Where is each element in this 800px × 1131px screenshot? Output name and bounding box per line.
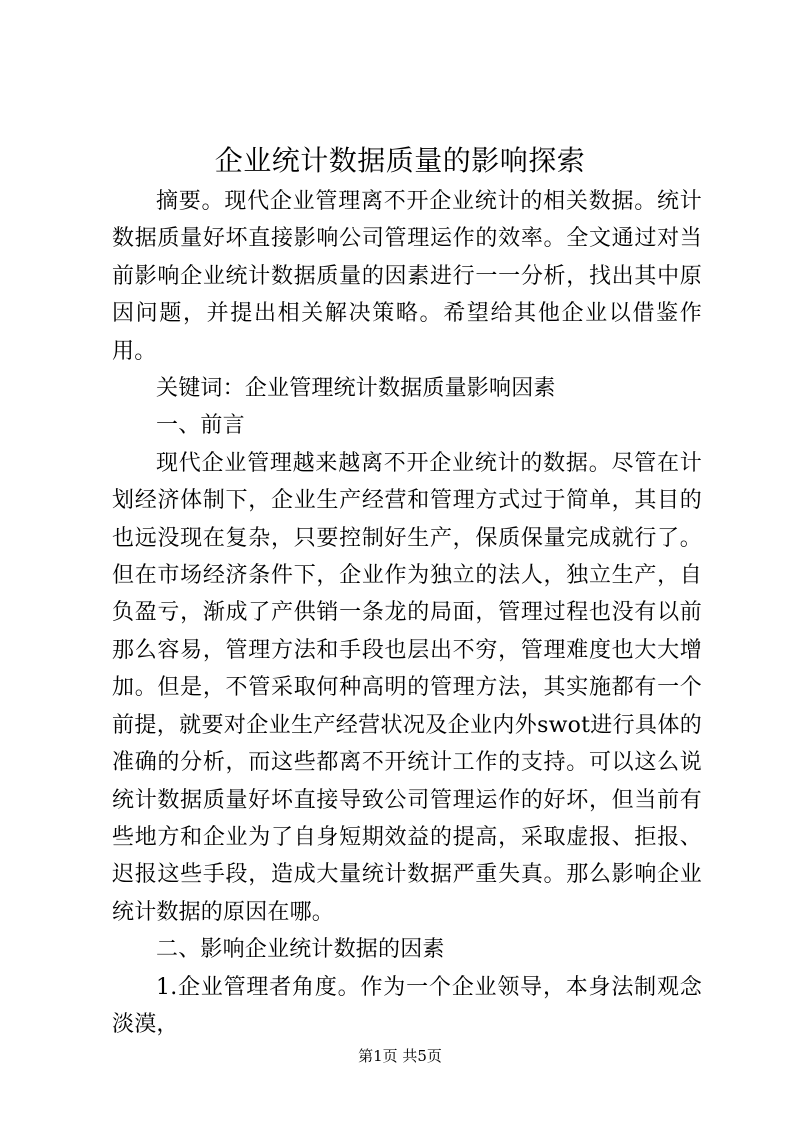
document-body [112, 183, 702, 1043]
keywords-paragraph: 关键词：企业管理统计数据质量影响因素 [156, 376, 556, 402]
preface-paragraph: 现代企业管理越来越离不开企业统计的数据。尽管在计划经济体制下，企业生产经营和管理方式过于简单，其目的也远没现在复杂，只要控制好生产，保质保量完成就行了。但在市场经济条件下，企业作为独立的法人，独立生产，自负盈亏，渐成了产供销一条龙的局面，管理过程也没有以前那么容易，管理方法和手段也层出不穷，管理难度也大大增加。但是，不管采取何种高明的管理方法，其实施都有一个前提，就要对企业生产经营状况及企业内外swot进行具体的准确的分析，而这些都离不开统计工作的支持。可以这么说统计数据质量好坏直接导致公司管理运作的好坏，但当前有些地方和企业为了自身短期效益的提高，采取虚报、拒报、迟报这些手段，造成大量统计数据严重失真。那么影响企业统计数据的原因在哪。 [112, 450, 702, 925]
factor-paragraph-1: 1.企业管理者角度。作为一个企业领导，本身法制观念淡漠， [112, 974, 702, 1037]
page-number-footer: 第1页 共5页 [358, 1047, 442, 1065]
section-heading-preface: 一、前言 [156, 413, 245, 439]
abstract-paragraph: 摘要。现代企业管理离不开企业统计的相关数据。统计数据质量好坏直接影响公司管理运作的效率。全文通过对当前影响企业统计数据质量的因素进行一一分析，找出其中原因问题，并提出相关解决策略。希望给其他企业以借鉴作用。 [112, 189, 702, 364]
section-heading-factors: 二、影响企业统计数据的因素 [156, 937, 445, 963]
document-title: 企业统计数据质量的影响探索 [214, 144, 586, 177]
